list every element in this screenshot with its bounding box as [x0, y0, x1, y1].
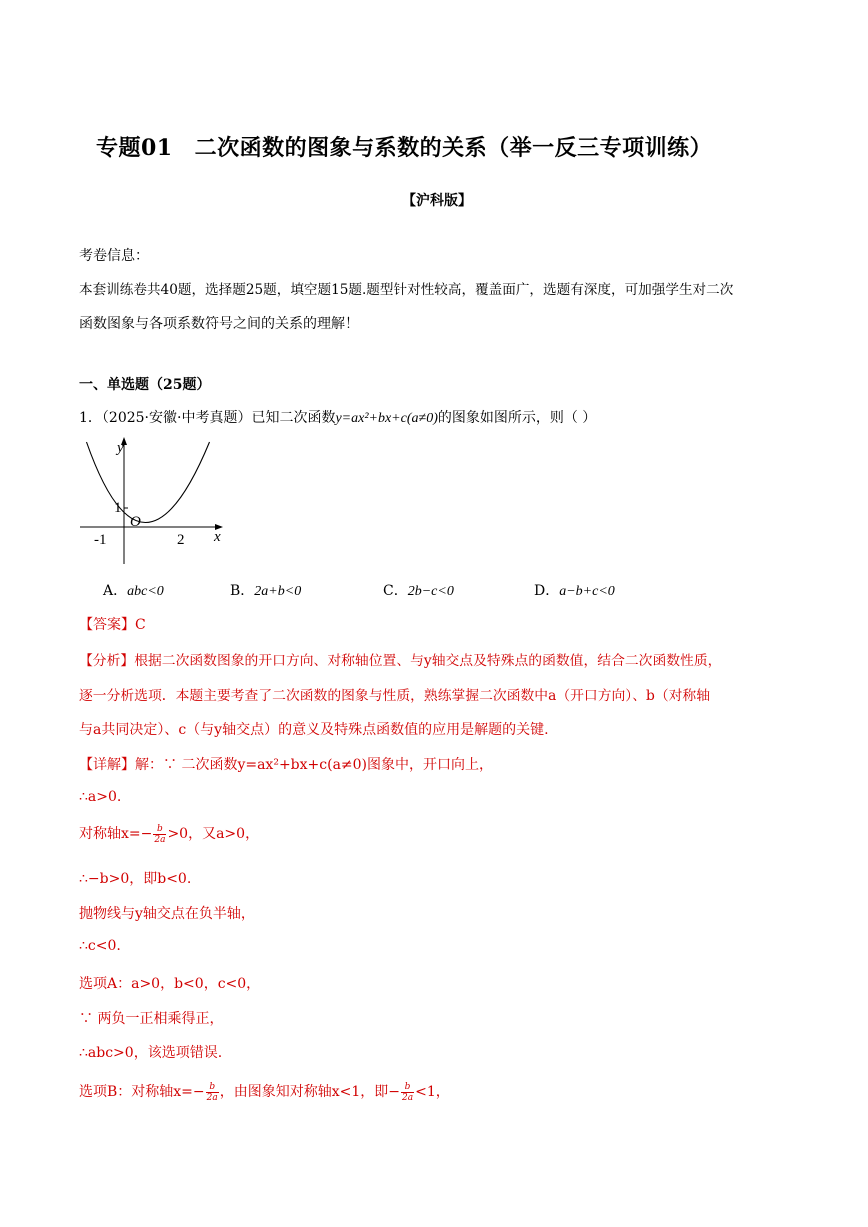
detail-line10-a: 选项B：对称轴x=−	[79, 1084, 205, 1100]
analysis-line2: 逐一分析选项．本题主要考查了二次函数的图象与性质，熟练掌握二次函数中a（开口方向）、b（对称轴	[79, 688, 711, 704]
option-c[interactable]	[383, 580, 454, 600]
question-suffix: 的图象如图所示，则（ ）	[437, 410, 597, 426]
option-a-letter: A．	[103, 583, 128, 599]
x-tick-label-neg1: -1	[94, 532, 107, 548]
detail-line6: ∴c<0.	[79, 938, 121, 954]
fraction-denominator: 2a	[154, 834, 166, 845]
detail-line4: ∴−b>0，即b<0.	[79, 871, 192, 887]
option-d[interactable]	[534, 580, 615, 600]
analysis-line3: 与a共同决定）、c（与y轴交点）的意义及特殊点函数值的应用是解题的关键.	[79, 722, 549, 738]
edition-label: 【沪科版】	[402, 193, 472, 209]
parabola-graph	[76, 432, 236, 572]
option-a-text: abc<0	[127, 584, 164, 599]
detail-line10	[79, 1081, 450, 1103]
detail-line1	[79, 754, 493, 774]
answer-value: C	[135, 617, 146, 633]
analysis-line1	[79, 649, 721, 669]
exam-info-label: 考卷信息：	[79, 248, 149, 264]
detail-text-1: 解：∵ 二次函数y=ax²+bx+c(a≠0)图象中，开口向上，	[135, 757, 494, 773]
detail-line8: ∵ 两负一正相乘得正，	[79, 1011, 224, 1027]
detail-line10-c: <1，	[415, 1084, 450, 1100]
title-prefix: 专题01	[96, 135, 173, 161]
answer-label: 【答案】	[79, 617, 135, 633]
option-a[interactable]	[103, 580, 164, 600]
fraction-numerator: b	[153, 824, 166, 835]
option-c-letter: C．	[383, 583, 408, 599]
option-b-letter: B．	[230, 583, 255, 599]
detail-line5: 抛物线与y轴交点在负半轴，	[79, 906, 255, 922]
exam-info-line1: 本套训练卷共40题，选择题25题，填空题15题.题型针对性较高，覆盖面广，选题有深度，可加强学生对二次	[79, 282, 734, 298]
fraction-denominator-2: 2a	[206, 1092, 218, 1103]
fraction-numerator-3: b	[401, 1082, 414, 1093]
question-expression: y=ax²+bx+c(a≠0)	[335, 411, 438, 426]
option-d-letter: D．	[534, 583, 560, 599]
fraction-denominator-3: 2a	[402, 1092, 414, 1103]
question-number: 1．	[79, 410, 102, 426]
x-axis-label: x	[214, 529, 221, 545]
detail-line10-b: ，由图象知对称轴x<1，即−	[219, 1084, 401, 1100]
question-source: （2025·安徽·中考真题）已知二次函数	[101, 410, 336, 426]
y-tick-label-1: 1	[114, 500, 122, 516]
origin-label: O	[130, 514, 141, 530]
option-c-text: 2b−c<0	[407, 584, 454, 599]
option-b-text: 2a+b<0	[254, 584, 302, 599]
page-title	[96, 131, 712, 162]
parabola-curve	[87, 442, 210, 523]
title-main: 二次函数的图象与系数的关系（举一反三专项训练）	[194, 135, 713, 161]
analysis-label: 【分析】	[79, 653, 135, 669]
fraction-b-over-2a-2	[206, 1082, 219, 1103]
question-1	[79, 407, 596, 427]
option-b[interactable]	[230, 580, 301, 600]
y-axis-label: y	[117, 440, 124, 456]
detail-line2: ∴a>0.	[79, 789, 122, 805]
fraction-numerator-2: b	[206, 1082, 219, 1093]
detail-line9: ∴abc>0，该选项错误.	[79, 1045, 223, 1061]
fraction-b-over-2a-3	[401, 1082, 414, 1103]
detail-line3	[79, 823, 259, 845]
detail-line3-a: 对称轴x=−	[79, 826, 153, 842]
option-d-text: a−b+c<0	[559, 584, 615, 599]
x-tick-label-2: 2	[177, 532, 185, 548]
analysis-text-1: 根据二次函数图象的开口方向、对称轴位置、与y轴交点及特殊点的函数值，结合二次函数性质，	[134, 653, 722, 669]
answer	[79, 614, 146, 634]
detail-line3-b: >0，又a>0，	[167, 826, 260, 842]
section-heading: 一、单选题（25题）	[79, 377, 211, 393]
detail-label: 【详解】	[79, 757, 135, 773]
detail-line7: 选项A：a>0，b<0，c<0，	[79, 976, 261, 992]
fraction-b-over-2a	[153, 824, 166, 845]
exam-info-line2: 函数图象与各项系数符号之间的关系的理解！	[79, 316, 359, 332]
